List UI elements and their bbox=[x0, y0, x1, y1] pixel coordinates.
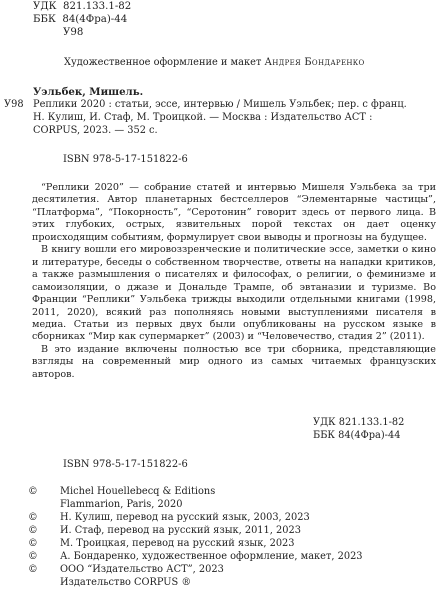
bib-line-1: Реплики 2020 : статьи, эссе, интервью / Мишель Уэльбек; пер. с франц. bbox=[33, 99, 407, 110]
isbn-bottom: ISBN 978-5-17-151822-6 bbox=[63, 459, 188, 470]
bib-line-3: CORPUS, 2023. — 352 с. bbox=[33, 125, 158, 136]
author-heading: Уэльбек, Мишель. bbox=[33, 86, 144, 98]
isbn-top: ISBN 978-5-17-151822-6 bbox=[63, 154, 188, 165]
udk-code: УДК 821.133.1-82 bbox=[33, 1, 132, 12]
author-mark-top: У98 bbox=[63, 27, 84, 38]
design-credit: Художественное оформление и макет Андрея Бондаренко bbox=[64, 57, 365, 68]
annotation bbox=[32, 182, 436, 381]
udk-code-bottom: УДК 821.133.1-82 bbox=[313, 417, 405, 428]
bib-line-2: Н. Кулиш, И. Стаф, М. Троицкой. — Москва : Издательство АСТ : bbox=[33, 112, 373, 123]
annotation-paragraph: “Реплики 2020” — собрание статей и интервью Мишеля Уэльбека за три десятилетия. Автор планетарных бестселлеров “Элементарные частицы”, “Платформа”, “Покорность”, “Серотонин” говорит здесь от первого лица. В этих глубоких, острых, язвительных порой текстах он дает оценку происходящим событиям, формулирует свои выводы и прогнозы на будущее. bbox=[32, 182, 436, 243]
bbk-code-bottom: ББК 84(4Фра)-44 bbox=[313, 430, 401, 441]
bbk-code: ББК 84(4Фра)-44 bbox=[33, 14, 128, 25]
author-mark-side: У98 bbox=[4, 99, 24, 110]
annotation-paragraph: В это издание включены полностью все три сборника, представляющие взгляды на современный мир одного из самых читаемых французских авторов. bbox=[32, 343, 436, 380]
annotation-paragraph: В книгу вошли его мировоззренческие и политические эссе, заметки о кино и литературе, беседы о собственном творчестве, ответы на нападки критиков, а также размышления о писателях и философах, о религии, о феминизме и самоизоляции, о джазе и Дональде Трампе, об эвтаназии и туризме. Во Франции “Реплики” Уэльбека трижды выходили отдельными книгами (1998, 2011, 2020), всякий раз пополняясь новыми выступлениями писателя в медиа. Статьи из первых двух были опубликованы на русском языке в сборниках “Мир как супермаркет” (2003) и “Человечество, стадия 2” (2011). bbox=[32, 244, 436, 343]
